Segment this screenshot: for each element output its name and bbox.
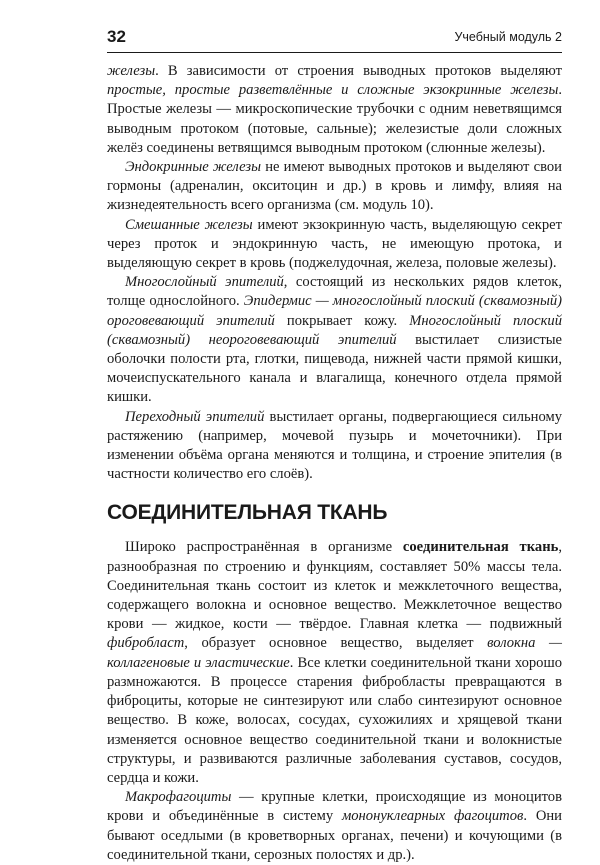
text-span: выстилает органы, подвергающиеся сильному растяжению (например, мочевой пузырь и мочеточники). При изменении объёма органа меняются и толщина, и строение эпителия (в частности количество его слоёв). — [107, 408, 562, 483]
paragraph-mixed-glands — [107, 216, 562, 274]
body-text — [107, 62, 562, 865]
paragraph-stratified-epithelium — [107, 273, 562, 407]
term: Эндокринные железы — [125, 159, 262, 176]
term: Многослойный плоский (сквамозный) неороговевающий эпителий — [107, 312, 562, 348]
text-span: . Они бывают оседлыми (в кроветворных органах, печени) и кочующими (в соединительной ткани, серозных полостях и др.). — [107, 808, 562, 863]
paragraph-exocrine-glands — [107, 62, 562, 158]
page-number: 32 — [107, 27, 126, 46]
module-title: Учебный модуль 2 — [454, 30, 562, 44]
text-span: . Простые железы — микроскопические трубочки с одним неветвящимся выводным протоком (потовые, сальные); железистые доли сложных желёз соединены ветвящимся выводным протоком (слюнные железы). — [107, 82, 562, 156]
paragraph-endocrine-glands — [107, 158, 562, 216]
term: железы — [107, 63, 156, 79]
text-span: , разнообразная по строению и функциям, составляет 50% массы тела. Соединительная ткань состоит из клеток и межклеточного вещества, содержащего волокна и основное вещество. Межклеточное вещество крови — жидкое, кости — твёрдое. Главная клетка — подвижный — [107, 539, 562, 633]
bold-term: соединительная ткань — [402, 539, 559, 556]
section-heading: СОЕДИНИТЕЛЬНАЯ ТКАНЬ — [107, 501, 388, 525]
term: мононуклеарных фагоцитов — [341, 808, 524, 825]
paragraph-transitional-epithelium — [107, 408, 562, 485]
term: Переходный эпителий — [125, 408, 265, 425]
text-span: Широко распространённая в организме — [125, 539, 403, 556]
text-span: не имеют выводных протоков и выделяют свои гормоны (адреналин, окситоцин и др.) в кровь и лимфу, влияя на жизнедеятельность всего организма (см. модуль 10). — [107, 159, 562, 214]
text-span: , состоящий из нескольких рядов клеток, толще однослойного. — [107, 274, 562, 310]
text-span: имеют экзокринную часть, выделяющую секрет через проток и эндокринную часть, не имеющую протока, и выделяющую секрет в кровь (поджелудочная, железа, половые железы). — [107, 216, 562, 272]
running-header — [107, 26, 562, 53]
term: Эпидермис — многослойный плоский (сквамозный) ороговевающий эпителий — [107, 293, 562, 329]
term: Смешанные железы — [125, 216, 253, 233]
text-span: — крупные клетки, происходящие из моноцитов крови и объединённые в систему — [107, 789, 562, 825]
text-span: , образует основное вещество, выделяет — [184, 635, 488, 652]
term: простые, простые разветвлённые и сложные экзокринные железы — [107, 82, 559, 99]
term: Многослойный эпителий — [125, 274, 284, 291]
text-span: . В зависимости от строения выводных протоков выделяют — [155, 63, 562, 79]
text-span: . Все клетки соединительной ткани хорошо размножаются. В процессе старения фибробласты превращаются в фиброциты, которые не синтезируют или слабо синтезируют основное вещество. В коже, волосах, сосудах, сухожилиях и хрящевой ткани изменяется основное вещество соединительной ткани и волокнистые структуры, и развиваются различные заболевания суставов, сосудов, сердца и кожи. — [107, 654, 562, 786]
term: Макрофагоциты — [125, 789, 232, 806]
text-span: выстилает слизистые оболочки полости рта, глотки, пищевода, нижней части прямой кишки, мочеиспускательного канала и влагалища, конечного отдела прямой кишки. — [107, 331, 562, 406]
text-span: покрывает кожу. — [274, 312, 410, 329]
paragraph-connective-tissue — [107, 538, 562, 788]
term: волокна — коллагеновые и эластические — [107, 635, 563, 671]
term: фибробласт — [107, 635, 185, 652]
paragraph-macrophages — [107, 788, 562, 865]
